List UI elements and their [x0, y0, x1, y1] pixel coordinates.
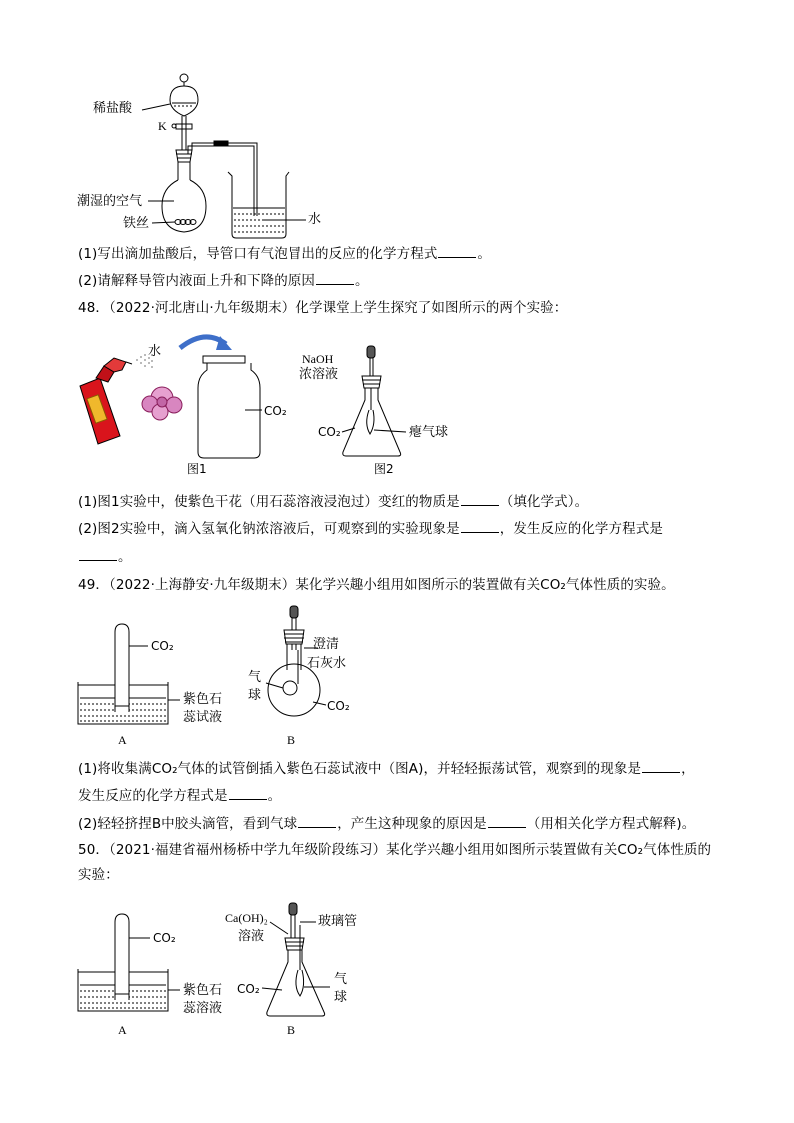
label-conc-solution: 浓溶液: [299, 367, 339, 382]
q49-sub1: (1)将收集满CO₂气体的试管倒插入紫色石蕊试液中（图A)，并轻轻振荡试管，观察到的现象是 ，: [78, 761, 695, 777]
label-co2-fig2: CO₂: [318, 425, 341, 439]
label-co2-a2: CO₂: [153, 931, 176, 945]
q49-header: 49．（2022·上海静安·九年级期末）某化学兴趣小组用如图所示的装置做有关CO₂气体性质的实验。: [78, 577, 675, 593]
q48-sub1: (1)图1实验中，使紫色干花（用石蕊溶液浸泡过）变红的物质是 （填化学式）。: [78, 494, 589, 510]
label-limewater-1: 澄清: [313, 637, 340, 652]
label-co2-fig1: CO₂: [264, 404, 287, 418]
label-litmus-2: 蕊试液: [183, 710, 223, 725]
label-balloon-2: 球: [248, 688, 262, 703]
caption-fig2: 图2: [374, 462, 394, 476]
label-water-fig1: 水: [148, 344, 162, 359]
label-litmus-sol-2: 蕊溶液: [183, 1001, 223, 1016]
label-caoh2: Ca(OH)₂: [225, 911, 268, 925]
q47-sub2: (2)请解释导管内液面上升和下降的原因 。: [78, 273, 369, 289]
q50-header-line2: 实验：: [78, 867, 119, 883]
label-dilute-hcl: 稀盐酸: [93, 101, 133, 116]
q47-sub1: (1)写出滴加盐酸后，导管口有气泡冒出的反应的化学方程式 。: [78, 246, 492, 262]
label-balloon-1: 气: [248, 670, 262, 685]
q48-header: 48．（2022·河北唐山·九年级期末）化学课堂上学生探究了如图所示的两个实验：: [78, 300, 568, 316]
label-water: 水: [308, 212, 322, 227]
caption-b2: B: [287, 1023, 296, 1037]
label-co2-a: CO₂: [151, 639, 174, 653]
label-balloon-b2-1: 气: [334, 972, 348, 987]
caption-fig1: 图1: [187, 462, 207, 476]
label-iron-wire: 铁丝: [123, 216, 150, 231]
label-co2-b: CO₂: [327, 699, 350, 713]
label-balloon-b2-2: 球: [334, 990, 348, 1005]
label-litmus-1: 紫色石: [183, 692, 223, 707]
q50-header: 50．（2021·福建省福州杨桥中学九年级阶段练习）某化学兴趣小组用如图所示装置做有关CO₂气体性质的: [78, 842, 712, 858]
caption-a2: A: [118, 1023, 127, 1037]
caption-a: A: [118, 733, 127, 747]
q49-sub2: (2)轻轻挤捏B中胶头滴管，看到气球 ，产生这种现象的原因是 （用相关化学方程式解释)。: [78, 816, 696, 832]
caption-b: B: [287, 733, 296, 747]
label-litmus-sol-1: 紫色石: [183, 983, 223, 998]
label-caoh2-solution: 溶液: [238, 929, 265, 944]
q49-sub1-line2: 发生反应的化学方程式是 。: [78, 788, 282, 804]
label-glass-tube: 玻璃管: [318, 914, 358, 929]
label-limewater-2: 石灰水: [307, 656, 347, 671]
q48-sub2-line2: 。: [78, 548, 132, 566]
label-co2-b2: CO₂: [237, 982, 260, 996]
label-naoh: NaOH: [302, 352, 334, 366]
label-moist-air: 潮湿的空气: [77, 194, 143, 209]
q48-sub2: (2)图2实验中，滴入氢氧化钠浓溶液后，可观察到的实验现象是 ，发生反应的化学方程式是: [78, 521, 663, 537]
label-valve-k: K: [158, 119, 167, 133]
label-deflated-balloon: 瘪气球: [409, 425, 449, 440]
